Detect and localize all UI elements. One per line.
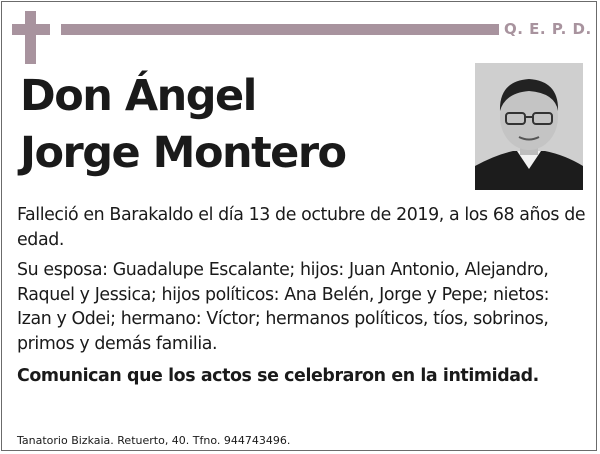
deceased-name xyxy=(20,68,460,182)
cross-icon xyxy=(25,11,36,64)
family-list: Su esposa: Guadalupe Escalante; hijos: Juan Antonio, Alejandro, Raquel y Jessica; hijos políticos: Ana Belén, Jorge y Pepe; nietos: Izan y Odei; hermano: Víctor; hermanos políticos, tíos, sobrinos, primos y demás familia. xyxy=(17,260,550,354)
obituary-card xyxy=(1,1,597,451)
cross-icon-bar xyxy=(12,24,50,35)
name-line-2: Jorge Montero xyxy=(20,128,346,178)
announcement: Comunican que los actos se celebraron en la intimidad. xyxy=(17,366,539,386)
portrait-photo xyxy=(475,63,583,190)
qepd-badge: Q. E. P. D. xyxy=(504,20,592,38)
portrait-person-icon xyxy=(475,63,583,190)
obituary-body xyxy=(17,203,587,395)
death-notice: Falleció en Barakaldo el día 13 de octubre de 2019, a los 68 años de edad. xyxy=(17,205,586,250)
name-line-1: Don Ángel xyxy=(20,71,256,121)
header-rule xyxy=(61,24,499,35)
funeral-home-info: Tanatorio Bizkaia. Retuerto, 40. Tfno. 944743496. xyxy=(17,434,291,447)
